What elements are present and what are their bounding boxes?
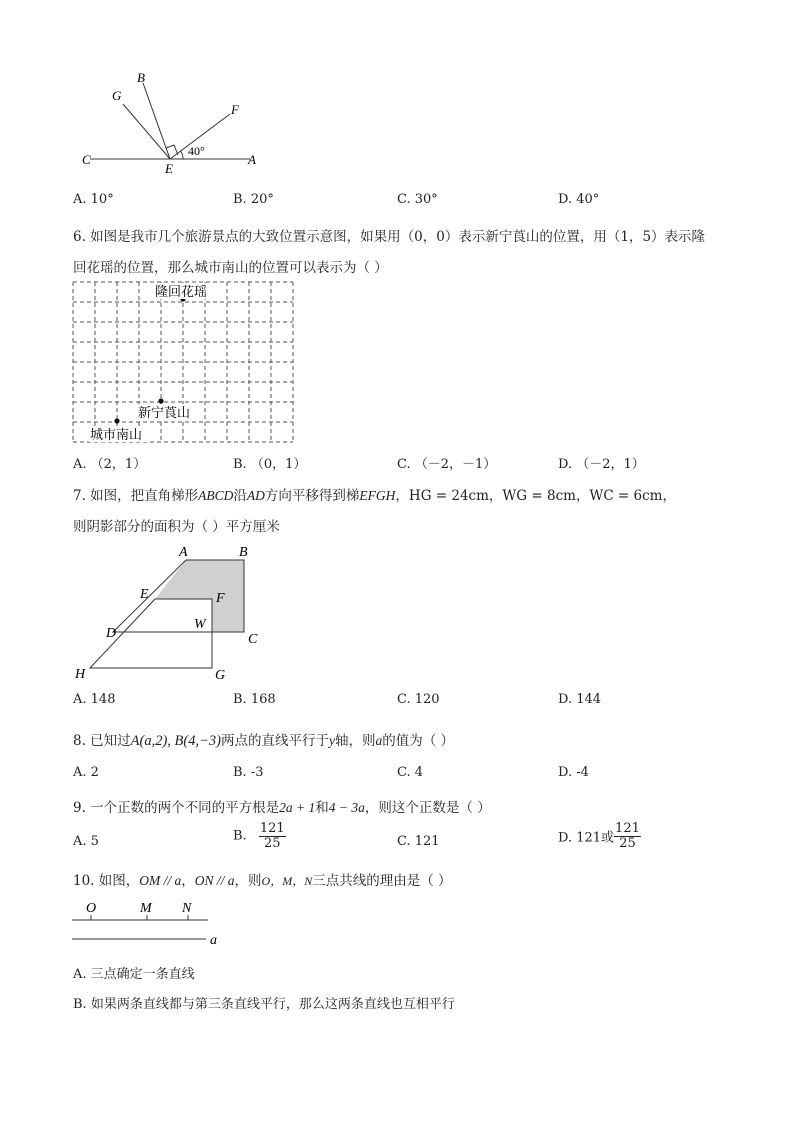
q9-option-d: [558, 822, 641, 850]
q5-option-b: B. 20°: [233, 192, 274, 207]
q5-label-c: C: [82, 152, 91, 167]
q5-label-e: E: [165, 161, 173, 176]
q7-cond-hg: ，HG = 24cm: [395, 488, 489, 504]
q8-points: A(a,2), B(4,−3): [130, 733, 221, 749]
q6-stem-line1: 6. 如图是我市几个旅游景点的大致位置示意图，如果用（0，0）表示新宁莨山的位置，用（1，5）表示隆: [73, 229, 706, 245]
q10-label-o: O: [86, 901, 97, 916]
q5-label-g: G: [112, 88, 122, 103]
q9-option-b-fraction: [259, 822, 286, 850]
q7-option-d: D. 144: [558, 692, 602, 707]
q8-stem: [73, 729, 454, 750]
q6-grid-figure: [71, 280, 297, 444]
q9-stem: [73, 796, 491, 816]
q8-axis: y: [329, 733, 335, 748]
q7-label-a: A: [179, 545, 188, 560]
q5-angle-label: 40°: [188, 144, 205, 158]
q7-shape2: EFGH: [359, 488, 396, 503]
q9-option-d-denominator: 25: [619, 835, 636, 851]
q9-option-b-numerator: 121: [259, 821, 285, 836]
q10-stem-a: 10. 如图，: [73, 873, 140, 889]
q5-angle-figure: [70, 62, 270, 180]
q7-option-a: A. 148: [73, 692, 116, 707]
q6-option-c: C. （－2，－1）: [397, 457, 497, 472]
q10-parallel-figure: [70, 896, 230, 950]
q7-direction: AD: [246, 488, 265, 503]
q9-stem-b: 和: [315, 800, 329, 816]
q9-option-d-label: D. 121或: [558, 830, 615, 846]
q9-option-b: [233, 822, 286, 850]
q10-cond2: ON // a: [194, 873, 235, 888]
q8-var: a: [375, 733, 383, 748]
q10-points: O，M，N: [261, 874, 313, 888]
q7-label-h: H: [75, 667, 86, 682]
q7-option-c: C. 120: [397, 692, 440, 707]
q10-label-n: N: [182, 901, 192, 916]
q7-label-f: F: [216, 591, 225, 606]
q7-cond-wc: ，WC = 6cm: [575, 488, 663, 504]
q6-place-longhui: 隆回花瑶: [155, 284, 208, 299]
q7-cond-wg: ，WG = 8cm: [488, 488, 576, 504]
q9-option-d-fraction: [614, 822, 641, 850]
q7-label-c: C: [248, 632, 258, 647]
q6-option-d: D. （－2，1）: [558, 457, 645, 472]
q9-expr1: 2a + 1: [279, 800, 316, 815]
q10-sep: ，: [181, 873, 195, 889]
q9-option-b-denominator: 25: [263, 835, 281, 851]
q8-stem-d: 的值为（ ）: [382, 733, 455, 749]
q8-option-d: D. -4: [558, 765, 589, 780]
q8-option-c: C. 4: [397, 765, 424, 780]
q9-stem-a: 9. 一个正数的两个不同的平方根是: [73, 800, 280, 816]
q8-option-b: B. -3: [233, 765, 264, 780]
q8-stem-a: 8. 已知过: [73, 733, 131, 749]
q7-cond-end: ，: [662, 488, 676, 504]
q8-stem-b: 两点的直线平行于: [221, 733, 329, 749]
q6-place-nanshan: 城市南山: [90, 427, 143, 442]
q5-label-f: F: [231, 102, 239, 117]
q5-option-c: C. 30°: [397, 192, 438, 207]
q10-cond1: OM // a: [139, 873, 182, 888]
q5-label-b: B: [137, 70, 145, 85]
q6-stem-line2: 回花瑶的位置，那么城市南山的位置可以表示为（ ）: [73, 260, 388, 276]
q8-option-a: A. 2: [73, 765, 99, 780]
q10-stem-b: ，则: [234, 873, 262, 889]
q7-shape1: ABCD: [198, 488, 234, 503]
q10-label-a: a: [210, 933, 217, 948]
q7-label-w: W: [194, 617, 206, 632]
q9-expr2: 4 − 3a: [328, 800, 365, 815]
q6-option-b: B. （0，1）: [233, 457, 307, 472]
q6-place-xinning: 新宁莨山: [138, 405, 191, 420]
q9-stem-c: ，则这个正数是（ ）: [364, 800, 491, 816]
q7-stem-mid1: 沿: [233, 488, 247, 504]
q7-label-d: D: [106, 626, 117, 641]
q7-stem-line1: [73, 484, 676, 504]
q10-option-b: B. 如果两条直线都与第三条直线平行，那么这两条直线也互相平行: [73, 997, 455, 1012]
q7-option-b: B. 168: [233, 692, 276, 707]
q7-trapezoid-figure: [70, 540, 270, 686]
q9-option-d-numerator: 121: [615, 821, 640, 836]
q7-label-e: E: [140, 587, 149, 602]
q10-stem-c: 三点共线的理由是（ ）: [312, 873, 452, 889]
q10-label-m: M: [140, 901, 152, 916]
q7-stem-line2: 则阴影部分的面积为（ ）平方厘米: [73, 519, 280, 535]
q9-option-b-label: B.: [233, 828, 247, 844]
q7-stem-prefix: 7. 如图，把直角梯形: [73, 488, 199, 504]
q5-label-a: A: [248, 152, 256, 167]
q6-option-a: A. （2，1）: [73, 457, 147, 472]
q5-option-d: D. 40°: [558, 192, 600, 207]
q7-stem-mid2: 方向平移得到梯: [264, 488, 360, 504]
q7-label-b: B: [239, 545, 248, 560]
q7-label-g: G: [215, 668, 226, 683]
q10-option-a: A. 三点确定一条直线: [73, 967, 195, 982]
q8-stem-c: 轴，则: [335, 733, 376, 749]
q9-option-c: C. 121: [397, 834, 440, 849]
q10-stem: [73, 869, 452, 889]
q9-option-a: A. 5: [73, 834, 99, 849]
q5-option-a: A. 10°: [73, 192, 114, 207]
